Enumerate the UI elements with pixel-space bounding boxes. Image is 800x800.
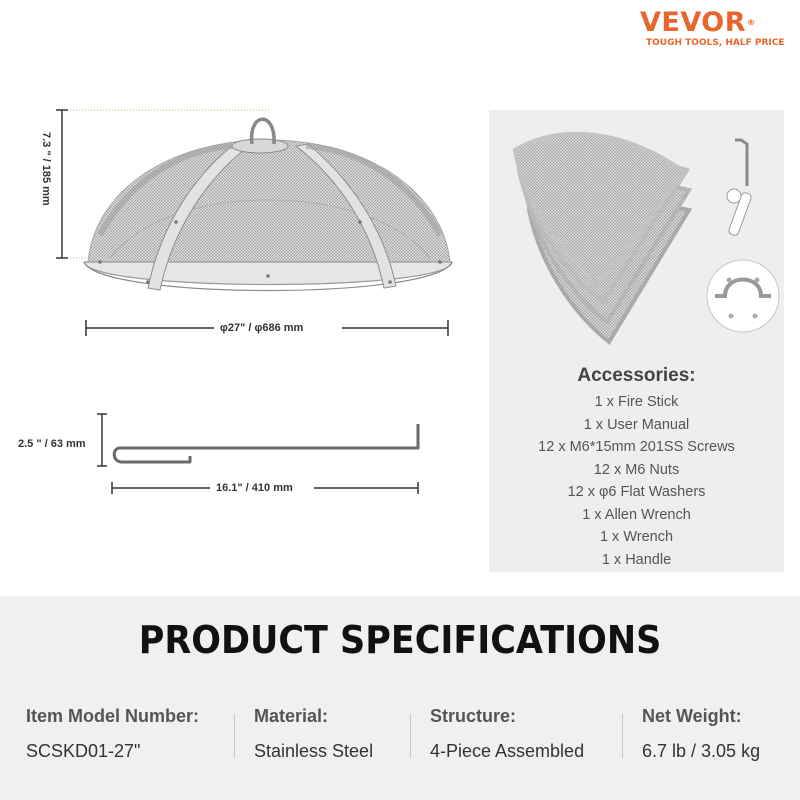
spec-divider (410, 714, 411, 758)
vevor-logo (640, 8, 790, 48)
spec-divider (622, 714, 623, 758)
specifications-section (0, 596, 800, 800)
list-item: 1 x Wrench (599, 529, 674, 545)
list-item: 1 x Fire Stick (594, 394, 679, 410)
dome-mesh (88, 140, 450, 262)
logo-tagline: TOUGH TOOLS, HALF PRICE (646, 38, 785, 48)
list-item: 1 x Allen Wrench (582, 506, 691, 523)
list-item: 1 x User Manual (583, 416, 690, 433)
accessories-panel (489, 110, 784, 572)
dome-diameter-label: φ27" / φ686 mm (220, 322, 304, 334)
list-item: 1 x Handle (601, 551, 672, 568)
handle-plate-icon (707, 260, 779, 332)
dome-rim (84, 262, 452, 285)
spec-weight (642, 706, 760, 762)
fire-stick (114, 424, 418, 462)
stick-height-dimension-line (97, 414, 107, 466)
dome-top-plate (232, 139, 288, 153)
logo-registered-mark: ® (747, 18, 756, 27)
logo-wordmark: VEVOR (640, 7, 747, 38)
spec-structure-value: 4-Piece Assembled (430, 741, 585, 761)
spec-material-value: Stainless Steel (254, 741, 374, 761)
accessories-illustration (489, 110, 784, 360)
list-item: 12 x φ6 Flat Washers (567, 484, 706, 500)
wrench-icon (727, 189, 752, 236)
spec-model-label: Item Model Number: (26, 706, 200, 726)
mesh-panel-stack (515, 134, 689, 342)
spec-weight-label: Net Weight: (642, 706, 742, 726)
spark-screen-diagram (0, 0, 480, 360)
allen-wrench-icon (735, 140, 747, 186)
dome-height-label: 7.3 " / 185 mm (40, 132, 52, 206)
stick-height-label: 2.5 " / 63 mm (18, 438, 86, 450)
spec-material-label: Material: (254, 706, 329, 726)
stick-length-label: 16.1" / 410 mm (216, 482, 293, 494)
height-dimension-line (56, 110, 68, 258)
spec-material (254, 706, 373, 762)
spec-structure-label: Structure: (430, 706, 517, 726)
accessories-title: Accessories: (577, 365, 696, 386)
accessories-list (489, 391, 784, 571)
spec-model-value: SCSKD01-27" (26, 741, 141, 761)
spec-weight-value: 6.7 lb / 3.05 kg (642, 741, 761, 761)
spec-structure (430, 706, 584, 762)
list-item: 12 x M6 Nuts (593, 461, 680, 478)
specifications-title: PRODUCT SPECIFICATIONS (138, 618, 662, 662)
spec-model (26, 706, 199, 762)
spec-divider (234, 714, 235, 758)
list-item: 12 x M6*15mm 201SS Screws (538, 439, 735, 455)
